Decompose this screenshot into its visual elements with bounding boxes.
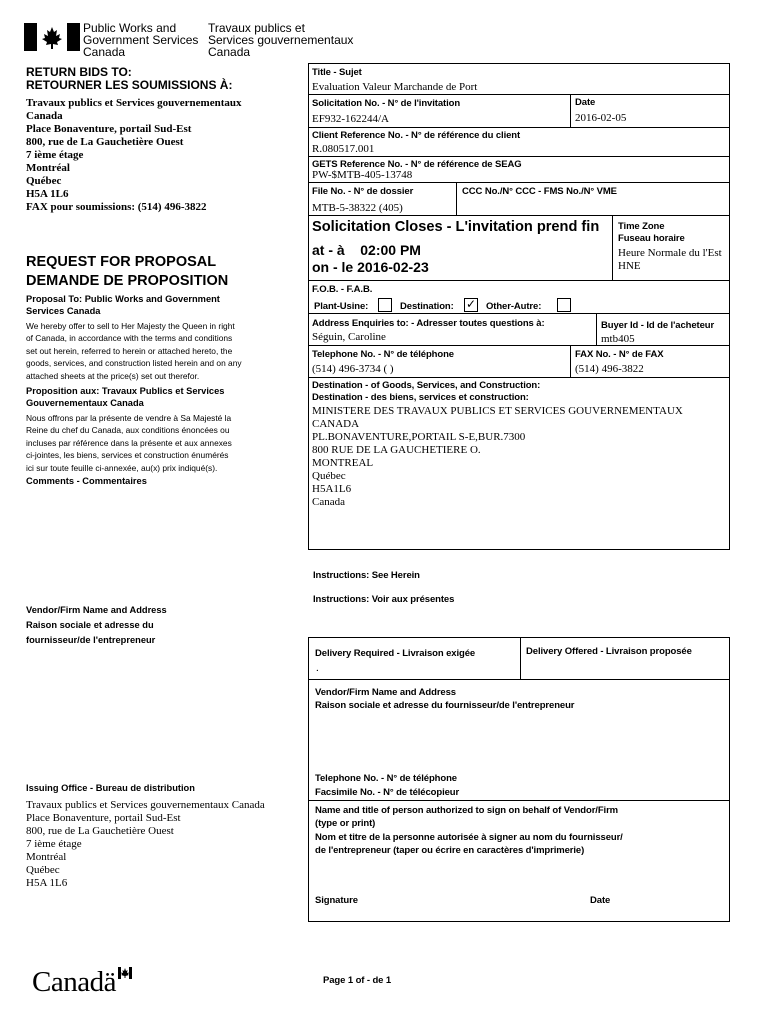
title-value: Evaluation Valeur Marchande de Port bbox=[312, 81, 478, 93]
signature-date-label: Date bbox=[590, 895, 611, 906]
return-bids-address bbox=[26, 97, 242, 214]
auth-label-line: Name and title of person authorized to sign on behalf of Vendor/Firm bbox=[315, 805, 619, 816]
address-enquiries-value: Séguin, Caroline bbox=[312, 331, 386, 343]
delivery-required-label: Delivery Required - Livraison exigée bbox=[315, 648, 476, 659]
return-address-line: Québec bbox=[26, 175, 62, 187]
vendor-firm-left-label bbox=[26, 603, 167, 648]
issuing-line: Place Bonaventure, portail Sud-Est bbox=[26, 812, 181, 824]
issuing-line: 7 ième étage bbox=[26, 838, 82, 850]
other-label: Other-Autre: bbox=[486, 301, 542, 312]
row-divider bbox=[308, 377, 730, 378]
issuing-office-address bbox=[26, 799, 265, 890]
canada-wordmark: Canadä bbox=[32, 966, 116, 998]
form-border-left bbox=[308, 63, 309, 550]
form-border-top bbox=[308, 63, 730, 64]
instructions-fr: Instructions: Voir aux présentes bbox=[313, 594, 455, 605]
destination-goods-label bbox=[312, 380, 540, 404]
return-bids-heading bbox=[26, 66, 232, 92]
logo-fr-line: Travaux publics et bbox=[208, 21, 305, 35]
destination-address bbox=[312, 405, 683, 509]
closes-date: 2016-02-23 bbox=[357, 259, 429, 275]
issuing-line: H5A 1L6 bbox=[26, 877, 68, 889]
proposal-body-line: attached sheets at the price(s) set out therefor. bbox=[26, 370, 200, 381]
logo-fr-line: Services gouvernementaux bbox=[208, 33, 354, 47]
vendor-left-line: Vendor/Firm Name and Address bbox=[26, 605, 167, 615]
issuing-line: 800, rue de La Gauchetière Ouest bbox=[26, 825, 174, 837]
solicitation-value: EF932-162244/A bbox=[312, 113, 389, 125]
fob-label: F.O.B. - F.A.B. bbox=[312, 284, 373, 295]
canada-flag-icon bbox=[24, 23, 80, 51]
fax-value: (514) 496-3822 bbox=[575, 363, 644, 375]
proposal-body-line: goods, services, and construction listed herein and on any bbox=[26, 358, 242, 369]
row-divider bbox=[308, 182, 730, 183]
destination-fob-label: Destination: bbox=[400, 301, 454, 312]
file-no-label: File No. - N° de dossier bbox=[312, 186, 414, 197]
proposal-to-line: Services Canada bbox=[26, 305, 101, 316]
ccc-label: CCC No./N° CCC - FMS No./N° VME bbox=[462, 186, 617, 197]
telephone-value: (514) 496-3734 ( ) bbox=[312, 363, 394, 375]
page-number: Page 1 of - de 1 bbox=[323, 975, 392, 986]
closing-time-block bbox=[312, 242, 429, 276]
return-address-line: Montréal bbox=[26, 162, 70, 174]
row-divider bbox=[308, 800, 730, 801]
issuing-line: Montréal bbox=[26, 851, 67, 863]
row-divider bbox=[308, 313, 730, 314]
vendor-telephone-label: Telephone No. - N° de téléphone bbox=[315, 773, 457, 784]
title-label: Title - Sujet bbox=[312, 67, 362, 78]
lower-border-top bbox=[308, 637, 730, 638]
closes-time: 02:00 PM bbox=[360, 242, 421, 258]
col-divider bbox=[520, 637, 521, 679]
dest-label-line: Destination - des biens, services et construction: bbox=[312, 392, 529, 403]
delivery-required-value: . bbox=[316, 662, 319, 674]
auth-label-line: de l'entrepreneur (taper ou écrire en caractères d'imprimerie) bbox=[315, 845, 585, 857]
date-value: 2016-02-05 bbox=[575, 112, 627, 124]
dest-address-line: Canada bbox=[312, 496, 345, 508]
row-divider bbox=[308, 280, 730, 281]
proposal-body-line: set out herein, referred to herein or attached hereto, the bbox=[26, 345, 233, 356]
tz-label-line: Time Zone bbox=[618, 221, 665, 232]
return-address-line: 7 ième étage bbox=[26, 149, 84, 161]
logo-english bbox=[83, 22, 198, 58]
vendor-firm-label bbox=[315, 686, 574, 712]
proposal-to-line: Proposal To: Public Works and Government bbox=[26, 294, 220, 304]
logo-en-line: Public Works and bbox=[83, 21, 177, 35]
gets-ref-value: PW-$MTB-405-13748 bbox=[312, 169, 413, 181]
dest-address-line: MONTREAL bbox=[312, 457, 374, 469]
closes-at-label: at - à bbox=[312, 242, 345, 258]
row-divider bbox=[308, 215, 730, 216]
proposal-body-line: We hereby offer to sell to Her Majesty the Queen in right bbox=[26, 321, 235, 331]
return-address-line: H5A 1L6 bbox=[26, 188, 69, 200]
proposal-to-body bbox=[26, 320, 242, 382]
issuing-office-label: Issuing Office - Bureau de distribution bbox=[26, 783, 195, 793]
rfp-heading bbox=[26, 253, 228, 291]
buyer-id-value: mtb405 bbox=[601, 333, 635, 345]
auth-label-line: Nom et titre de la personne autorisée à signer au nom du fournisseur/ bbox=[315, 831, 623, 843]
address-enquiries-label: Address Enquiries to: - Adresser toutes questions à: bbox=[312, 318, 545, 329]
dest-address-line: 800 RUE DE LA GAUCHETIERE O. bbox=[312, 444, 481, 456]
dest-label-line: Destination - of Goods, Services, and Construction: bbox=[312, 380, 541, 391]
date-label: Date bbox=[575, 97, 596, 108]
time-zone-value bbox=[618, 247, 722, 273]
row-divider bbox=[308, 94, 730, 95]
proposition-aux-heading bbox=[26, 386, 224, 409]
return-bids-title-fr: RETOURNER LES SOUMISSIONS À: bbox=[26, 78, 233, 92]
tz-value-line: Heure Normale du l'Est bbox=[618, 247, 722, 259]
destination-checkbox[interactable] bbox=[464, 298, 478, 312]
row-divider bbox=[308, 156, 730, 157]
comments-label: Comments - Commentaires bbox=[26, 476, 147, 486]
col-divider bbox=[570, 94, 571, 127]
lower-border-bottom bbox=[308, 921, 730, 922]
client-ref-label: Client Reference No. - N° de référence du client bbox=[312, 130, 521, 141]
solicitation-closes-title: Solicitation Closes - L'invitation prend fin bbox=[312, 219, 600, 235]
return-bids-title-en: RETURN BIDS TO: bbox=[26, 65, 132, 79]
other-checkbox[interactable] bbox=[557, 298, 571, 312]
check-mark-icon: ✓ bbox=[465, 297, 477, 311]
client-ref-value: R.080517.001 bbox=[312, 143, 375, 155]
closes-on-label: on - le bbox=[312, 259, 354, 275]
plant-label: Plant-Usine: bbox=[314, 301, 369, 312]
dest-address-line: MINISTERE DES TRAVAUX PUBLICS ET SERVICES GOUVERNEMENTAUX bbox=[312, 405, 683, 417]
vendor-label-line: Raison sociale et adresse du fournisseur/de l'entrepreneur bbox=[315, 700, 575, 711]
proposition-body-line: ci-jointes, les biens, services et construction énumérés bbox=[26, 450, 229, 461]
col-divider bbox=[612, 215, 613, 280]
return-address-line: Travaux publics et Services gouvernementaux bbox=[26, 97, 242, 109]
rfp-title-fr: DEMANDE DE PROPOSITION bbox=[26, 273, 229, 289]
authorized-person-label bbox=[315, 804, 623, 858]
logo-fr-line: Canada bbox=[208, 45, 251, 59]
return-address-line: Place Bonaventure, portail Sud-Est bbox=[26, 123, 192, 135]
proposition-body-line: incluses par référence dans la présente et aux annexes bbox=[26, 437, 232, 448]
buyer-id-label: Buyer Id - Id de l'acheteur bbox=[601, 320, 715, 331]
return-address-line: 800, rue de La Gauchetière Ouest bbox=[26, 136, 184, 148]
proposition-body-line: Nous offrons par la présente de vendre à Sa Majesté la bbox=[26, 413, 232, 423]
dest-address-line: CANADA bbox=[312, 418, 360, 430]
instructions-en: Instructions: See Herein bbox=[313, 570, 420, 581]
col-divider bbox=[596, 313, 597, 345]
dest-address-line: H5A1L6 bbox=[312, 483, 352, 495]
wordmark-flag-icon bbox=[118, 967, 132, 979]
proposition-aux-body bbox=[26, 412, 232, 474]
vendor-facsimile-label: Facsimile No. - N° de télécopieur bbox=[315, 787, 460, 798]
tz-label-line: Fuseau horaire bbox=[618, 233, 685, 244]
auth-label-line: (type or print) bbox=[315, 818, 376, 830]
return-fax-line: FAX pour soumissions: (514) 496-3822 bbox=[26, 201, 207, 213]
telephone-label: Telephone No. - N° de téléphone bbox=[312, 349, 454, 360]
row-divider bbox=[308, 345, 730, 346]
fax-label: FAX No. - N° de FAX bbox=[575, 349, 664, 360]
proposition-body-line: ici sur toute feuille ci-annexée, au(x) prix indiqué(s). bbox=[26, 462, 218, 473]
plant-checkbox[interactable] bbox=[378, 298, 392, 312]
dest-address-line: Québec bbox=[312, 470, 346, 482]
proposition-aux-line: Gouvernementaux Canada bbox=[26, 397, 144, 408]
solicitation-label: Solicitation No. - N° de l'invitation bbox=[312, 98, 461, 109]
vendor-left-line: fournisseur/de l'entrepreneur bbox=[26, 635, 156, 645]
row-divider bbox=[308, 127, 730, 128]
signature-label: Signature bbox=[315, 895, 358, 906]
proposal-body-line: of Canada, in accordance with the terms and conditions bbox=[26, 333, 233, 344]
col-divider bbox=[456, 182, 457, 215]
vendor-left-line: Raison sociale et adresse du bbox=[26, 620, 154, 630]
proposal-to-heading bbox=[26, 294, 220, 317]
file-no-value: MTB-5-38322 (405) bbox=[312, 202, 403, 214]
rfp-title-en: REQUEST FOR PROPOSAL bbox=[26, 254, 217, 270]
form-border-bottom bbox=[308, 549, 730, 550]
proposition-body-line: Reine du chef du Canada, aux conditions énoncées ou bbox=[26, 425, 230, 436]
tz-value-line: HNE bbox=[618, 260, 641, 272]
time-zone-label bbox=[618, 221, 685, 245]
delivery-offered-label: Delivery Offered - Livraison proposée bbox=[526, 646, 692, 657]
issuing-line: Travaux publics et Services gouvernementaux Canada bbox=[26, 799, 265, 811]
vendor-label-line: Vendor/Firm Name and Address bbox=[315, 687, 456, 698]
dest-address-line: PL.BONAVENTURE,PORTAIL S-E,BUR.7300 bbox=[312, 431, 526, 443]
logo-french bbox=[208, 22, 353, 58]
logo-en-line: Government Services bbox=[83, 33, 199, 47]
row-divider bbox=[308, 679, 730, 680]
gets-ref-label: GETS Reference No. - N° de référence de SEAG bbox=[312, 159, 522, 170]
logo-en-line: Canada bbox=[83, 45, 126, 59]
contact-labels bbox=[315, 772, 459, 800]
return-address-line: Canada bbox=[26, 110, 63, 122]
form-border-right bbox=[729, 63, 730, 550]
col-divider bbox=[570, 345, 571, 377]
proposition-aux-line: Proposition aux: Travaux Publics et Services bbox=[26, 386, 225, 396]
issuing-line: Québec bbox=[26, 864, 60, 876]
